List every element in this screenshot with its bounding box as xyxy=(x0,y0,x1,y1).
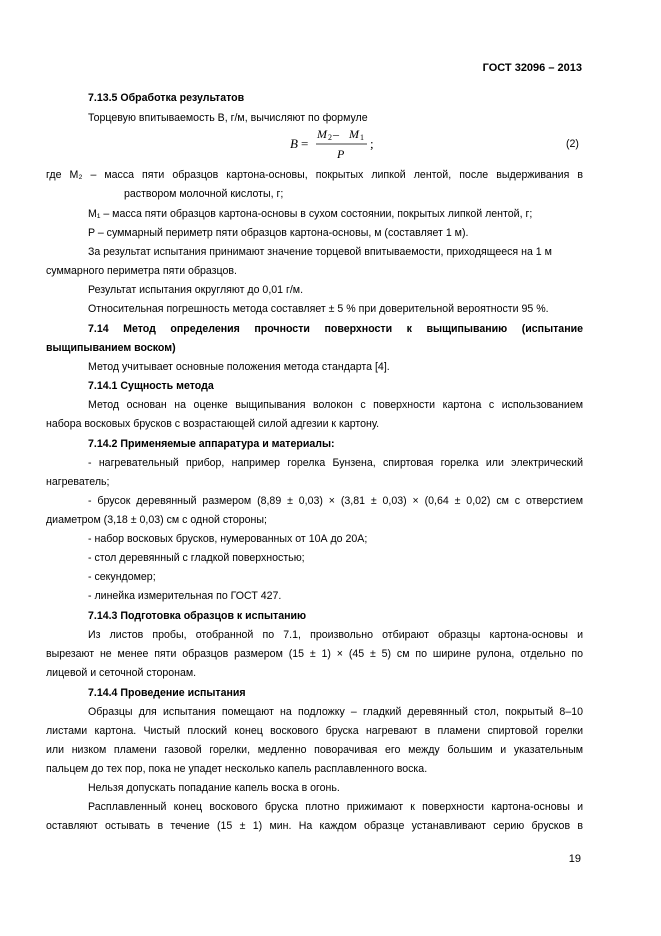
list-item: - набор восковых брусков, нумерованных от 10А до 20А; xyxy=(88,533,368,545)
formula-m1: M xyxy=(349,127,359,141)
paragraph: Из листов пробы, отобранной по 7.1, произвольно отбирают образцы картона-основы и xyxy=(88,629,583,641)
paragraph: За результат испытания принимают значение торцевой впитываемости, приходящееся на 1 м xyxy=(88,246,552,258)
formula-lhs: B xyxy=(290,136,298,151)
list-item: диаметром (3,18 ± 0,03) см с одной стороны; xyxy=(46,514,267,526)
paragraph: Нельзя допускать попадание капель воска в огонь. xyxy=(88,782,340,794)
paragraph: листами картона. Чистый плоский конец воскового бруска нагревают в пламени спиртовой горелки xyxy=(46,725,583,737)
formula-denominator: P xyxy=(337,147,345,161)
section-heading-7-14: 7.14 Метод определения прочности поверхности к выщипыванию (испытание xyxy=(88,323,583,335)
paragraph: суммарного периметра пяти образцов. xyxy=(46,265,237,277)
list-item: - нагревательный прибор, например горелка Бунзена, спиртовая горелка или электрический xyxy=(88,457,583,469)
paragraph: раствором молочной кислоты, г; xyxy=(124,188,284,200)
section-heading-7-14-4: 7.14.4 Проведение испытания xyxy=(88,687,246,699)
paragraph: вырезают не менее пяти образцов размером (15 ± 1) × (45 ± 5) см по ширине рулона, отдельно по xyxy=(46,648,583,660)
paragraph: пальцем до тех пор, пока не упадет несколько капель расплавленного воска. xyxy=(46,763,428,775)
formula-svg xyxy=(290,124,410,164)
paragraph: Относительная погрешность метода составляет ± 5 % при доверительной вероятности 95 %. xyxy=(88,303,549,315)
paragraph: лицевой и сеточной сторонам. xyxy=(46,667,197,679)
paragraph: оставляют остывать в течение (15 ± 1) мин. На каждом образце устанавливают серию брусков в xyxy=(46,820,583,832)
section-heading-7-14-2: 7.14.2 Применяемые аппаратура и материалы: xyxy=(88,438,335,450)
paragraph: Расплавленный конец воскового бруска плотно прижимают к поверхности картона-основы и xyxy=(88,801,583,813)
section-heading-7-14-3: 7.14.3 Подготовка образцов к испытанию xyxy=(88,610,307,622)
paragraph: набора восковых брусков с возрастающей силой адгезии к картону. xyxy=(46,418,380,430)
section-heading-7-13-5: 7.13.5 Обработка результатов xyxy=(88,92,245,104)
list-item: - секундомер; xyxy=(88,571,156,583)
paragraph: Метод учитывает основные положения метода стандарта [4]. xyxy=(88,361,390,373)
formula-sub1: 1 xyxy=(360,133,364,142)
formula-m2: M xyxy=(317,127,327,141)
list-item: - брусок деревянный размером (8,89 ± 0,03) × (3,81 ± 0,03) × (0,64 ± 0,02) см с отверстием xyxy=(88,495,583,507)
paragraph: Образцы для испытания помещают на подложку – гладкий деревянный стол, покрытый 8–10 xyxy=(88,706,583,718)
paragraph: или низком пламени газовой горелки, медленно поворачивая его между большим и указательным xyxy=(46,744,583,756)
paragraph: Торцевую впитываемость В, г/м, вычисляют по формуле xyxy=(88,112,368,124)
list-item: - стол деревянный с гладкой поверхностью; xyxy=(88,552,305,564)
list-item: нагреватель; xyxy=(46,476,110,488)
formula xyxy=(290,124,410,164)
formula-minus: – xyxy=(333,127,339,141)
paragraph: где M₂ – масса пяти образцов картона-основы, покрытых липкой лентой, после выдерживания в xyxy=(46,169,583,181)
paragraph: M₁ – масса пяти образцов картона-основы в сухом состоянии, покрытых липкой лентой, г; xyxy=(88,208,533,220)
formula-equals: = xyxy=(301,136,309,151)
document-header: ГОСТ 32096 – 2013 xyxy=(482,62,582,74)
section-heading-7-14-cont: выщипыванием воском) xyxy=(46,342,176,354)
paragraph: Метод основан на оценке выщипывания волокон с поверхности картона с использованием xyxy=(88,399,583,411)
formula-semicolon: ; xyxy=(370,136,374,151)
paragraph: Результат испытания округляют до 0,01 г/м. xyxy=(88,284,304,296)
formula-sub2: 2 xyxy=(328,133,332,142)
paragraph: P – суммарный периметр пяти образцов картона-основы, м (составляет 1 м). xyxy=(88,227,469,239)
section-heading-7-14-1: 7.14.1 Сущность метода xyxy=(88,380,214,392)
formula-number: (2) xyxy=(566,138,579,150)
page-number: 19 xyxy=(568,853,581,865)
list-item: - линейка измерительная по ГОСТ 427. xyxy=(88,590,282,602)
